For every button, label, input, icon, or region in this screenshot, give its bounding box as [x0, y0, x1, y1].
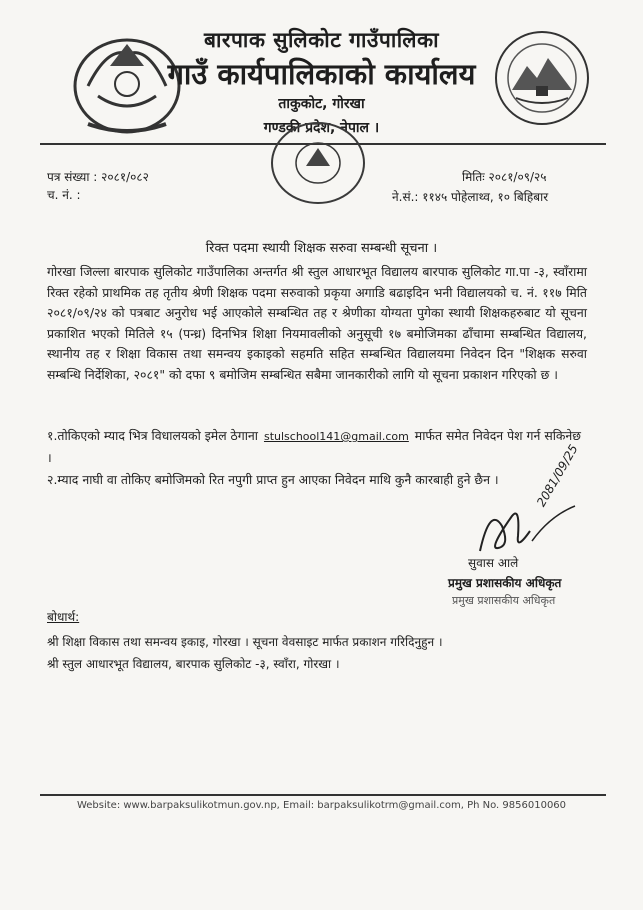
notice-subject: रिक्त पदमा स्थायी शिक्षक सरुवा सम्बन्धी सूचना । — [205, 241, 438, 256]
handwritten-date: 2081/09/25 — [534, 442, 581, 509]
signature-block — [440, 496, 590, 616]
cc-label: बोधार्थ: — [47, 610, 80, 624]
address-line-2: गण्डकी प्रदेश, नेपाल । — [263, 120, 380, 136]
footer-divider — [40, 794, 606, 796]
address-line-1: ताकुकोट, गोरखा — [278, 96, 365, 112]
office-name: गाउँ कार्यपालिकाको कार्यालय — [167, 57, 476, 91]
letter-number: पत्र संख्या : २०८१/०८२ — [47, 170, 149, 184]
signer-name: सुवास आले — [468, 556, 519, 570]
cc-line-2: श्री स्तुल आधारभूत विद्यालय, बारपाक सुलिकोट -३, स्वाँरा, गोरखा । — [47, 657, 340, 671]
notice-body: गोरखा जिल्ला बारपाक सुलिकोट गाउँपालिका अन्तर्गत श्री स्तुल आधारभूत विद्यालय बारपाक सुलिकोट गा.पा -३, स्वाँरामा रिक्त रहेको प्राथमिक तह तृतीय श्रेणी शिक्षक पदमा सरुवाको प्रकृया अगाडि बढाइदिन भनी विद्यालयको च. नं. ११७ मिति २०८१/०९/२४ को पत्रबाट अनुरोध भई आएकोले सम्बन्धित तह र श्रेणीका योग्यता पुगेका स्थायी शिक्षकहरुबाट यो सूचना प्रकाशित भएको मितिले १५ (पन्ध्र) दिनभित्र शिक्षा नियमावलीको अनुसूची १७ बमोजिमका ढाँचामा सम्बन्धित विद्यालय, स्थानीय तह र शिक्षा विकास तथा समन्वय इकाइको सहमति सहित सम्बन्धित विद्यालयमा निवेदन दिन "शिक्षक सरुवा सम्बन्धि निर्देशिका, २०८१" को दफा ९ बमोजिम सम्बन्धित सबैमा जानकारीको लागि यो सूचना प्रकाशन गरिएको छ । — [47, 264, 587, 382]
item-1-text-end: मार्फत समेत निवेदन पेश गर्न सकिनेछ । — [47, 428, 581, 465]
instruction-item-2: २.म्याद नाघी वा तोकिए बमोजिमको रित नपुगी प्राप्त हुन आएका निवेदन माथि कुनै कारबाही हुने छैन । — [47, 472, 499, 487]
cc-line-1: श्री शिक्षा विकास तथा समन्वय इकाइ, गोरखा । सूचना वेवसाइट मार्फत प्रकाशन गरिदिनुहुन । — [47, 635, 443, 649]
dispatch-number: च. नं. : — [47, 188, 81, 202]
nepal-sambat-date: ने.सं.: ११४५ पोहेलाथ्व, १० बिहिबार — [392, 190, 549, 204]
letter-date: मितिः २०८१/०९/२५ — [462, 170, 547, 184]
footer-contact: Website: www.barpaksulikotmun.gov.np, Email: barpaksulikotrm@gmail.com, Ph No. 9856010060 — [76, 800, 567, 811]
designation-stamp: प्रमुख प्रशासकीय अधिकृत — [452, 594, 556, 607]
school-email-link[interactable]: stulschool141@gmail.com — [263, 430, 409, 443]
signer-designation: प्रमुख प्रशासकीय अधिकृत — [448, 576, 562, 590]
org-name: बारपाक सुलिकोट गाउँपालिका — [203, 28, 440, 52]
item-1-text: १.तोकिएको म्याद भित्र विधालयको इमेल ठेगाना — [47, 428, 259, 443]
office-stamp — [268, 118, 368, 208]
instruction-item-1 — [47, 426, 587, 468]
